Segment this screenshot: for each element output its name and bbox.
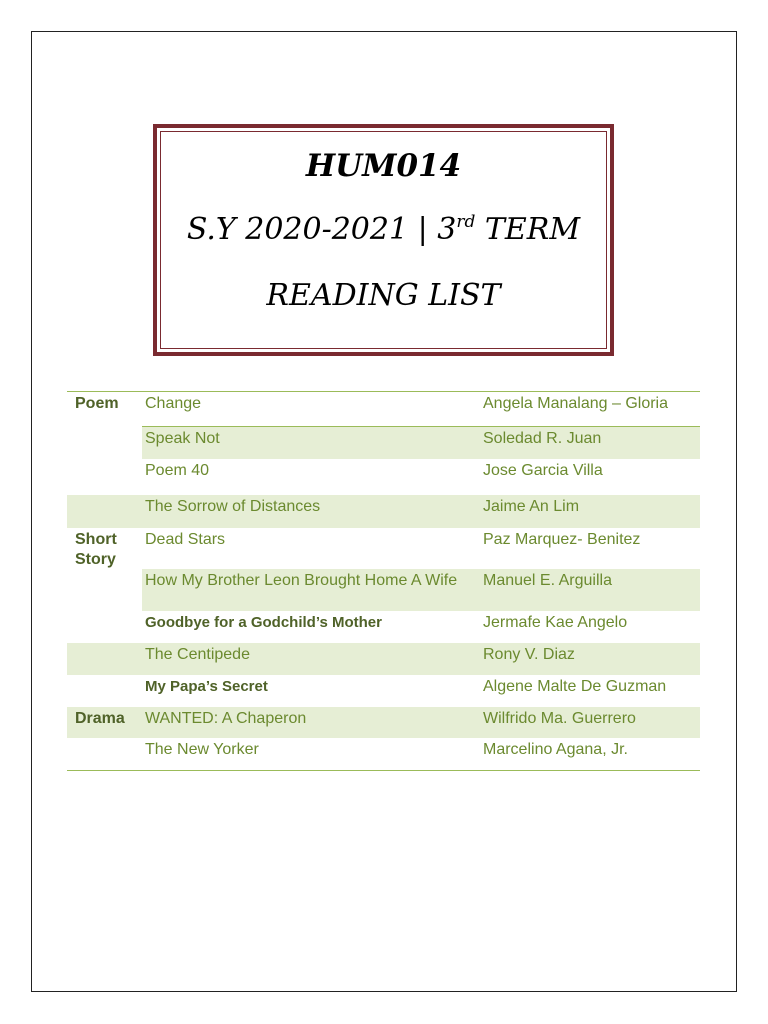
category-cell (67, 643, 142, 675)
author-name: Jaime An Lim (483, 498, 580, 515)
table-row (67, 569, 700, 611)
work-title: Change (145, 395, 202, 412)
category-cell: Short Story (75, 531, 117, 568)
work-title: Goodbye for a Godchild’s Mother (145, 614, 382, 631)
author-name: Paz Marquez- Benitez (483, 531, 641, 548)
term-ordinal-suffix: rd (456, 212, 476, 232)
work-title: Speak Not (145, 430, 220, 447)
work-title: The New Yorker (145, 741, 259, 758)
work-title: The Sorrow of Distances (145, 498, 321, 515)
reading-list-title: READING LIST (266, 278, 501, 313)
category-cell (67, 459, 142, 495)
work-title: How My Brother Leon Brought Home A Wife (145, 572, 458, 589)
table-row (67, 495, 700, 528)
category-cell: Drama (75, 710, 125, 727)
term-prefix: S.Y 2020-2021 | 3 (186, 212, 457, 247)
title-box (153, 124, 614, 356)
category-cell (67, 611, 142, 643)
table-row (67, 459, 700, 495)
course-code: HUM014 (305, 148, 462, 184)
table-row (67, 643, 700, 675)
category-cell (67, 495, 142, 528)
work-title: Poem 40 (145, 462, 210, 479)
table-row (67, 738, 700, 770)
table-row (67, 426, 700, 459)
work-title: My Papa’s Secret (145, 678, 268, 695)
table-row (67, 707, 700, 738)
category-cell (67, 675, 142, 707)
work-title: Dead Stars (145, 531, 226, 548)
work-title: WANTED: A Chaperon (145, 710, 307, 727)
table-row (67, 528, 700, 569)
table-row (67, 392, 700, 426)
author-name: Angela Manalang – Gloria (483, 395, 669, 412)
author-name: Jose Garcia Villa (483, 462, 603, 479)
reading-list-table (67, 391, 700, 771)
author-name: Soledad R. Juan (483, 430, 602, 447)
category-cell: Poem (75, 395, 119, 412)
term-line (157, 212, 610, 247)
category-cell (67, 738, 142, 770)
table-row (67, 675, 700, 707)
author-name: Jermafe Kae Angelo (483, 614, 628, 631)
author-name: Manuel E. Arguilla (483, 572, 612, 589)
author-name: Wilfrido Ma. Guerrero (483, 710, 636, 727)
author-name: Marcelino Agana, Jr. (483, 741, 628, 758)
category-cell (67, 569, 142, 611)
author-name: Rony V. Diaz (483, 646, 575, 663)
work-title: The Centipede (145, 646, 250, 663)
table-row (67, 611, 700, 643)
author-name: Algene Malte De Guzman (483, 678, 667, 695)
category-cell (67, 426, 142, 459)
term-end: TERM (475, 212, 581, 247)
